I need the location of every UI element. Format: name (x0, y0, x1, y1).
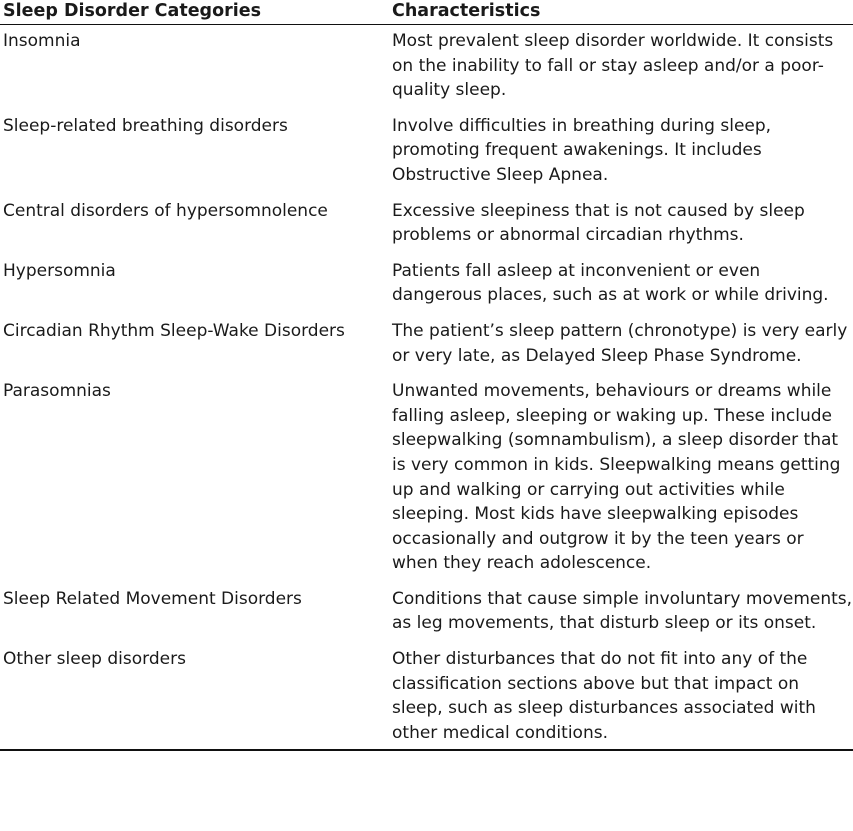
table-row (0, 110, 853, 195)
table-header (0, 0, 853, 25)
row-category: Other sleep disorders (0, 643, 389, 750)
header-category: Sleep Disorder Categories (0, 0, 389, 25)
row-category: Insomnia (3, 31, 81, 51)
table-row (0, 315, 853, 375)
row-characteristics: Patients fall asleep at inconvenient or even dangerous places, such as at work or while driving. (392, 260, 829, 306)
header-characteristics: Characteristics (389, 0, 853, 25)
row-category: Sleep Related Movement Disorders (3, 588, 302, 609)
row-category: Sleep-related breathing disorders (3, 115, 288, 136)
row-characteristics: The patient’s sleep pattern (chronotype) is very early or very late, as Delayed Sleep Phase Syndrome. (392, 320, 848, 366)
table-row (0, 583, 853, 643)
table-body (0, 25, 853, 751)
table-row (0, 255, 853, 315)
table-row (0, 195, 853, 255)
table-row (0, 643, 853, 750)
row-characteristics: Excessive sleepiness that is not caused by sleep problems or abnormal circadian rhythms. (392, 200, 805, 246)
table-row (0, 25, 853, 110)
row-category: Hypersomnia (3, 260, 116, 281)
row-category: Parasomnias (3, 381, 111, 402)
row-characteristics: Involve difficulties in breathing during sleep, promoting frequent awakenings. It includes Obstructive Sleep Apnea. (392, 115, 772, 185)
header-row (0, 0, 853, 25)
row-characteristics: Conditions that cause simple involuntary movements, as leg movements, that disturb sleep or its onset. (392, 588, 853, 634)
row-category: Central disorders of hypersomnolence (3, 200, 328, 221)
row-characteristics: Other disturbances that do not fit into any of the classification sections above but that impact on sleep, such as sleep disturbances associated with other medical conditions. (389, 643, 853, 750)
row-characteristics: Unwanted movements, behaviours or dreams while falling asleep, sleeping or waking up. These include sleepwalking (somnambulism), a sleep disorder that is very common in kids. Sleepwalking means getting up and walking or carrying out activities while sleeping. Most kids have sleepwalking episodes occasionally and outgrow it by the teen years or when they reach adolescence. (392, 381, 841, 574)
row-characteristics: Most prevalent sleep disorder worldwide. It consists on the inability to fall or stay asleep and/or a poor-quality sleep. (392, 31, 834, 101)
table-row (0, 375, 853, 583)
row-category: Circadian Rhythm Sleep-Wake Disorders (3, 320, 345, 341)
